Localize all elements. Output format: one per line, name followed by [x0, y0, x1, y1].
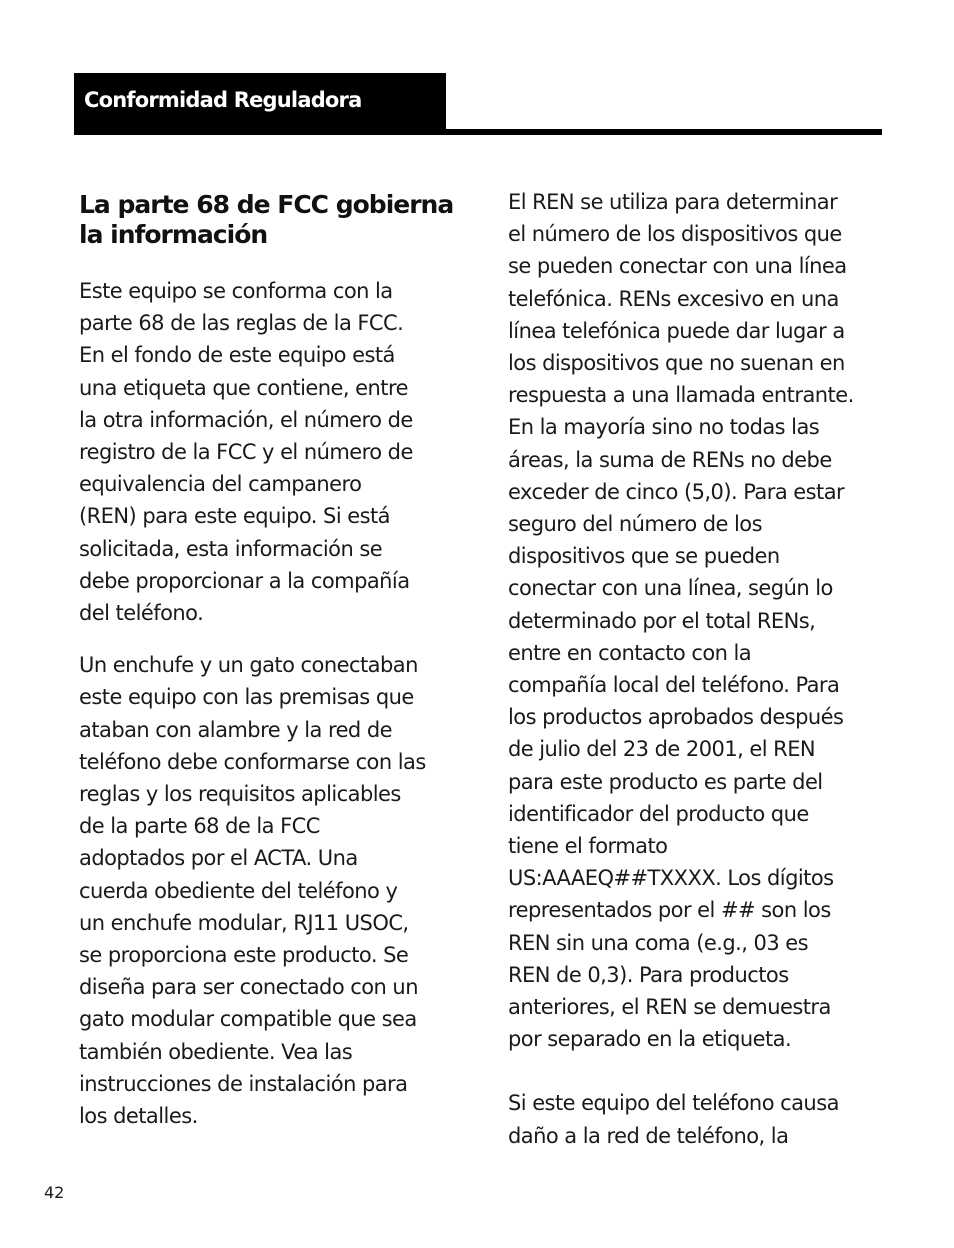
text-line: para este producto es parte del	[508, 769, 823, 794]
text-line: reglas y los requisitos aplicables	[79, 782, 401, 807]
text-line: línea telefónica puede dar lugar a	[508, 318, 845, 343]
text-line: los productos aprobados después	[508, 705, 844, 730]
text-line: compañía local del teléfono. Para	[508, 673, 840, 698]
text-line: registro de la FCC y el número de	[79, 440, 413, 465]
section-heading	[79, 190, 459, 250]
text-line: cuerda obediente del teléfono y	[79, 878, 398, 903]
right-column	[508, 186, 888, 1172]
text-line: del teléfono.	[79, 601, 204, 626]
text-line: una etiqueta que contiene, entre	[79, 375, 408, 400]
text-line: ataban con alambre y la red de	[79, 717, 392, 742]
text-line: solicitada, esta información se	[79, 536, 383, 561]
text-line: Este equipo se conforma con la	[79, 279, 393, 303]
text-line: por separado en la etiqueta.	[508, 1027, 792, 1052]
text-line: la otra información, el número de	[79, 407, 413, 432]
text-line: exceder de cinco (5,0). Para estar	[508, 479, 845, 504]
text-line: identificador del producto que	[508, 801, 809, 826]
text-line: En la mayoría sino no todas las	[508, 415, 820, 440]
paragraph-ren	[508, 186, 888, 1055]
text-line: un enchufe modular, RJ11 USOC,	[79, 910, 409, 935]
text-line: de julio del 23 de 2001, el REN	[508, 737, 816, 762]
text-line: equivalencia del campanero	[79, 472, 362, 497]
section-header-title: Conformidad Reguladora	[84, 88, 362, 112]
text-line: el número de los dispositivos que	[508, 222, 842, 247]
text-line: El REN se utiliza para determinar	[508, 190, 838, 214]
text-line: se pueden conectar con una línea	[508, 254, 847, 279]
text-line: los detalles.	[79, 1104, 198, 1129]
text-line: determinado por el total RENs,	[508, 608, 816, 633]
text-line: seguro del número de los	[508, 512, 762, 537]
text-line: los dispositivos que no suenan en	[508, 351, 845, 376]
text-line: (REN) para este equipo. Si está	[79, 504, 391, 529]
heading-line: La parte 68 de FCC gobierna	[79, 190, 454, 219]
page-number: 42	[44, 1183, 65, 1202]
text-line: daño a la red de teléfono, la	[508, 1123, 789, 1148]
text-line: debe proporcionar a la compañía	[79, 568, 410, 593]
text-line: dispositivos que se pueden	[508, 544, 780, 569]
text-line: teléfono debe conformarse con las	[79, 749, 426, 774]
text-line: Un enchufe y un gato conectaban	[79, 653, 418, 678]
text-line: este equipo con las premisas que	[79, 685, 414, 710]
text-line: gato modular compatible que sea	[79, 1007, 417, 1032]
text-line: REN sin una coma (e.g., 03 es	[508, 930, 809, 955]
paragraph-plug-jack	[79, 649, 459, 1132]
text-line: áreas, la suma de RENs no debe	[508, 447, 832, 472]
text-line: se proporciona este producto. Se	[79, 943, 409, 968]
text-line: adoptados por el ACTA. Una	[79, 846, 358, 871]
section-header-tab	[74, 73, 446, 135]
text-line: En el fondo de este equipo está	[79, 343, 395, 368]
text-line: entre en contacto con la	[508, 640, 752, 665]
text-line: instrucciones de instalación para	[79, 1071, 408, 1096]
heading-line: la información	[79, 220, 268, 249]
text-line: tiene el formato	[508, 834, 668, 859]
paragraph-network-harm	[508, 1087, 888, 1151]
text-line: parte 68 de las reglas de la FCC.	[79, 311, 404, 336]
paragraph-fcc-label	[79, 275, 459, 629]
text-line: US:AAAEQ##TXXXX. Los dígitos	[508, 866, 834, 891]
text-line: anteriores, el REN se demuestra	[508, 995, 831, 1020]
text-line: también obediente. Vea las	[79, 1039, 353, 1064]
text-line: diseña para ser conectado con un	[79, 975, 418, 1000]
text-line: conectar con una línea, según lo	[508, 576, 833, 601]
text-line: de la parte 68 de la FCC	[79, 814, 320, 839]
text-line: REN de 0,3). Para productos	[508, 962, 789, 987]
header-rule	[74, 129, 882, 135]
left-column	[79, 190, 459, 1152]
text-line: representados por el ## son los	[508, 898, 831, 923]
text-line: Si este equipo del teléfono causa	[508, 1091, 839, 1116]
text-line: telefónica. RENs excesivo en una	[508, 286, 839, 311]
text-line: respuesta a una llamada entrante.	[508, 383, 854, 408]
